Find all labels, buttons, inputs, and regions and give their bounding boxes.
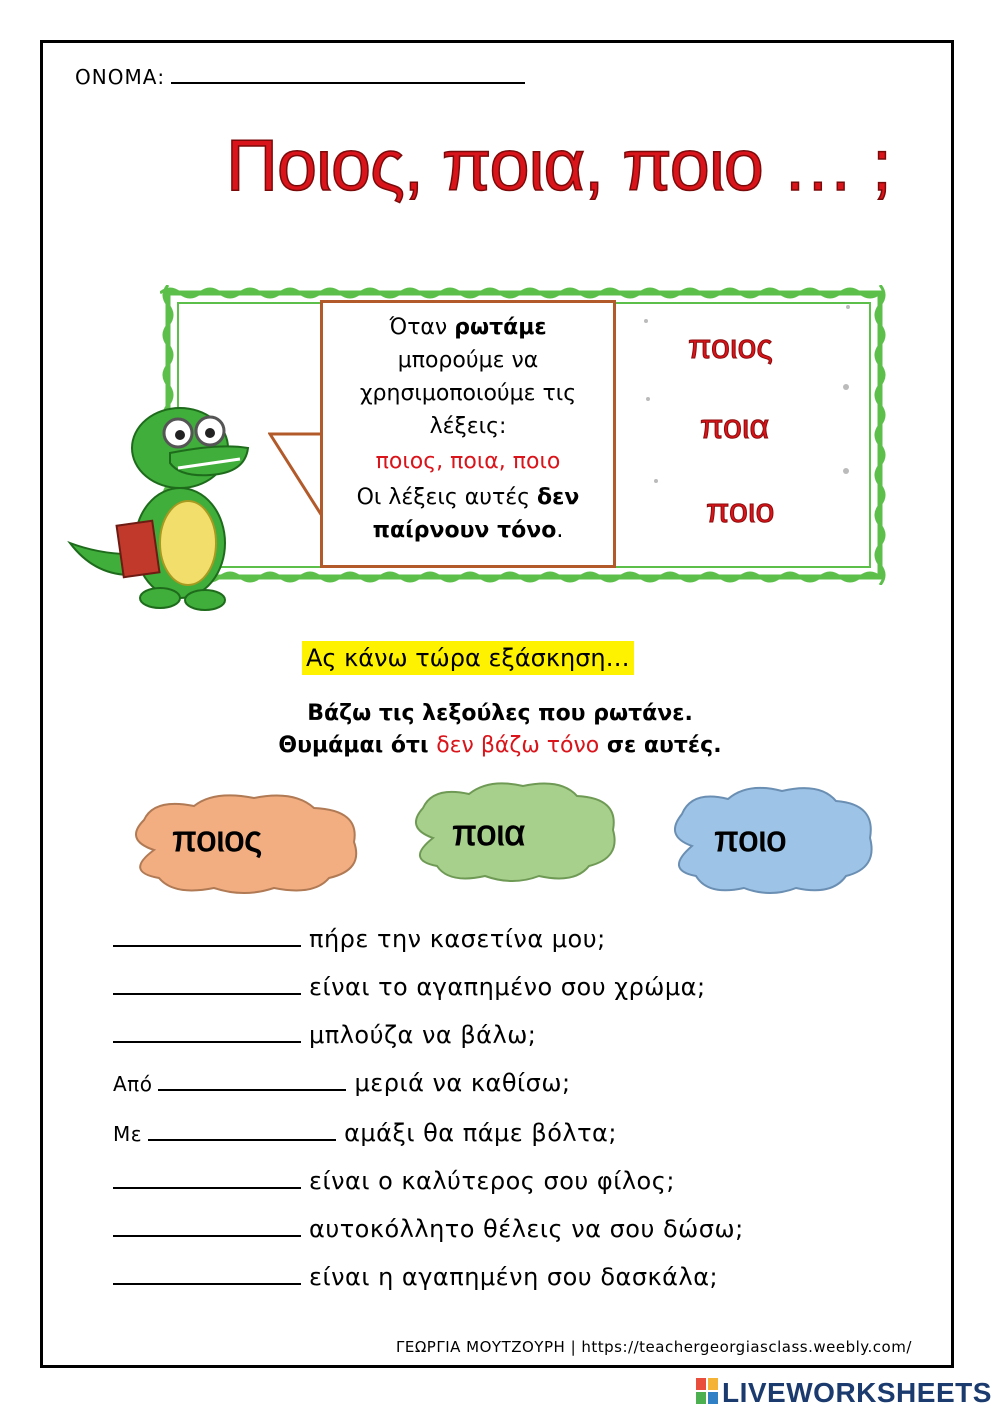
exercise-heading: Ας κάνω τώρα εξάσκηση…	[302, 641, 634, 675]
word-poia: ποια	[700, 408, 770, 446]
cloud-label-poio: ποιο	[714, 818, 787, 859]
bubble-line-3: χρησιμοποιούμε τις	[359, 381, 577, 406]
sentence-5: Με αμάξι θα πάμε βόλτα;	[113, 1119, 617, 1147]
speech-bubble-tail	[268, 430, 324, 520]
sentence-4: Από μεριά να καθίσω;	[113, 1069, 571, 1097]
speech-bubble	[320, 300, 616, 568]
answer-blank-1[interactable]	[113, 925, 301, 947]
bubble-line-5: ποιος, ποια, ποιο	[375, 449, 561, 474]
page-title: Ποιος, ποια, ποιο … ;	[226, 126, 891, 206]
answer-blank-8[interactable]	[113, 1263, 301, 1285]
answer-blank-2[interactable]	[113, 973, 301, 995]
bubble-line-4: λέξεις:	[429, 414, 507, 439]
answer-blank-4[interactable]	[158, 1069, 346, 1091]
sentence-2: είναι το αγαπημένο σου χρώμα;	[113, 973, 706, 1001]
instruction-line-1: Βάζω τις λεξούλες που ρωτάνε.	[307, 701, 693, 726]
instruction-line-2: Θυμάμαι ότι δεν βάζω τόνο σε αυτές.	[278, 733, 722, 758]
answer-blank-7[interactable]	[113, 1215, 301, 1237]
bubble-line-2: μπορούμε να	[397, 348, 539, 373]
sentence-1: πήρε την κασετίνα μου;	[113, 925, 606, 953]
liveworksheets-logo-icon	[696, 1378, 718, 1404]
name-blank-line[interactable]	[171, 64, 525, 84]
name-label: ΟΝΟΜΑ:	[75, 65, 166, 89]
cloud-label-poios: ποιος	[172, 818, 262, 859]
bubble-line-6: Οι λέξεις αυτές δεν	[356, 485, 580, 510]
answer-blank-5[interactable]	[148, 1119, 336, 1141]
answer-blank-3[interactable]	[113, 1021, 301, 1043]
author-credit: ΓΕΩΡΓΙΑ ΜΟΥΤΖΟΥΡΗ | https://teachergeorgiasclass.weebly.com/	[396, 1338, 912, 1356]
crocodile-teacher-illustration	[60, 393, 250, 613]
bubble-line-7: παίρνουν τόνο.	[372, 518, 564, 543]
sentence-7: αυτοκόλλητο θέλεις να σου δώσω;	[113, 1215, 744, 1243]
answer-blank-6[interactable]	[113, 1167, 301, 1189]
sentence-6: είναι ο καλύτερος σου φίλος;	[113, 1167, 675, 1195]
sentence-8: είναι η αγαπημένη σου δασκάλα;	[113, 1263, 718, 1291]
name-field	[75, 64, 525, 89]
word-poios: ποιος	[688, 328, 773, 366]
bubble-line-1: Όταν ρωτάμε	[389, 315, 547, 340]
liveworksheets-brand[interactable]: LIVEWORKSHEETS	[722, 1377, 992, 1408]
sentence-3: μπλούζα να βάλω;	[113, 1021, 536, 1049]
cloud-label-poia: ποια	[452, 812, 526, 853]
word-poio: ποιο	[706, 492, 775, 530]
